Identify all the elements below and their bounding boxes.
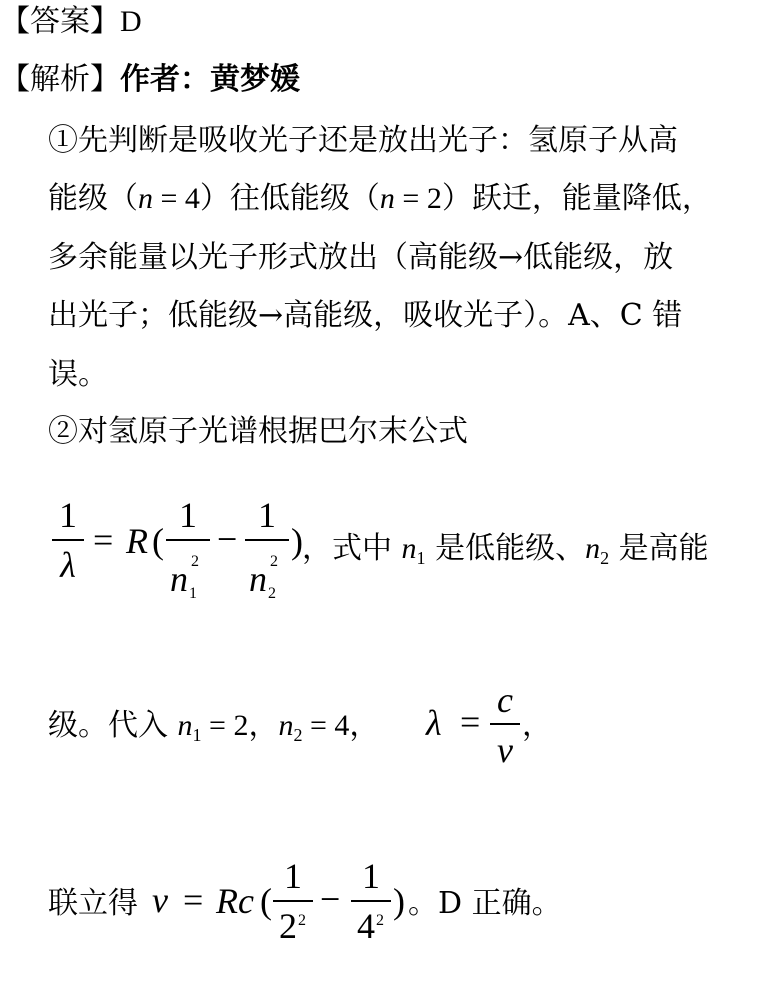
var-R: R (126, 521, 148, 561)
para1-line5: 误。 (48, 357, 108, 392)
subscript: 2 (600, 548, 610, 568)
text: 是高能 (609, 531, 709, 566)
numerator: 1 (258, 495, 276, 535)
answer-label: 答案 (30, 4, 90, 39)
frac-c-v (490, 680, 520, 770)
var-n: n (138, 182, 153, 215)
numerator: 1 (362, 856, 380, 896)
minus: − (217, 519, 238, 559)
minus: − (320, 879, 341, 919)
numerator: 1 (59, 495, 77, 535)
text: = 4， (302, 709, 380, 742)
denominator-lambda: λ (60, 545, 76, 585)
var-n: n (278, 709, 294, 742)
equals: = (460, 702, 481, 742)
numerator: 1 (179, 495, 197, 535)
fraction-bar (166, 539, 210, 541)
paren-right: ) (291, 521, 303, 561)
para2-line1: ②对氢原子光谱根据巴尔末公式 (48, 414, 468, 449)
frac-1-4sq (351, 856, 391, 946)
numerator-c: c (497, 680, 513, 720)
fraction-bar (245, 539, 289, 541)
fraction-bar (52, 539, 84, 541)
paren-right: ) (393, 881, 405, 921)
frac-1-lambda (52, 495, 84, 585)
superscript: 2 (191, 553, 199, 570)
formula2-prefix: 联立得 (48, 886, 138, 921)
para1-line3: 多余能量以光子形式放出（高能级→低能级，放 (48, 240, 674, 275)
analysis-label: 解析 (30, 62, 90, 97)
answer-value: D (120, 5, 142, 38)
author: 作者：黄梦媛 (120, 62, 300, 97)
bracket-close: 】 (90, 62, 120, 97)
subscript: 1 (192, 725, 202, 745)
denominator: 2 (279, 906, 297, 946)
fraction-bar (351, 900, 391, 902)
var-lambda: λ (426, 703, 442, 743)
equals: = (93, 520, 114, 560)
denominator: 4 (357, 906, 375, 946)
fraction-bar (273, 900, 313, 902)
substitution-text (48, 706, 379, 755)
para1-line1: ①先判断是吸收光子还是放出光子：氢原子从高 (48, 123, 678, 158)
formula1-tail (302, 529, 709, 578)
var-n: n (401, 532, 417, 565)
paren-left: ( (260, 881, 272, 921)
superscript: 2 (270, 553, 278, 570)
var-n: n (249, 559, 267, 599)
var-v: v (152, 880, 168, 920)
var-n: n (379, 182, 395, 215)
fraction-bar (490, 723, 520, 725)
superscript: 2 (376, 912, 384, 929)
formula2-suffix: 。D 正确。 (408, 886, 562, 921)
subscript: 1 (416, 548, 426, 568)
bracket-open: 【 (0, 4, 30, 39)
superscript: 2 (298, 912, 306, 929)
text: = 4）往低能级（ (153, 182, 380, 215)
frac-1-2sq (273, 856, 313, 946)
subscript: 1 (189, 585, 197, 602)
text: ，式中 (302, 531, 402, 566)
subscript: 2 (293, 725, 303, 745)
numerator: 1 (284, 856, 302, 896)
paren-left: ( (152, 521, 164, 561)
bracket-close: 】 (90, 4, 120, 39)
frac-1-n2sq (245, 495, 289, 535)
var-n: n (170, 559, 188, 599)
var-n: n (585, 532, 601, 565)
denominator-v: v (497, 730, 513, 770)
var-Rc: Rc (216, 881, 254, 921)
comma: ， (522, 708, 552, 743)
frac-1-n1sq (166, 495, 210, 535)
equals: = (183, 880, 204, 920)
analysis-heading (0, 60, 300, 100)
subscript: 2 (268, 585, 276, 602)
text: 级。代入 (48, 708, 178, 743)
var-n: n (177, 709, 193, 742)
text: 能级（ (48, 181, 138, 216)
answer-line (0, 2, 142, 42)
para1-line2 (48, 179, 712, 219)
text: 是低能级、 (425, 531, 586, 566)
text: = 2）跃迁，能量降低， (394, 182, 712, 215)
para1-line4: 出光子；低能级→高能级，吸收光子）。A、C 错 (48, 298, 683, 333)
bracket-open: 【 (0, 62, 30, 97)
text: = 2， (201, 709, 279, 742)
